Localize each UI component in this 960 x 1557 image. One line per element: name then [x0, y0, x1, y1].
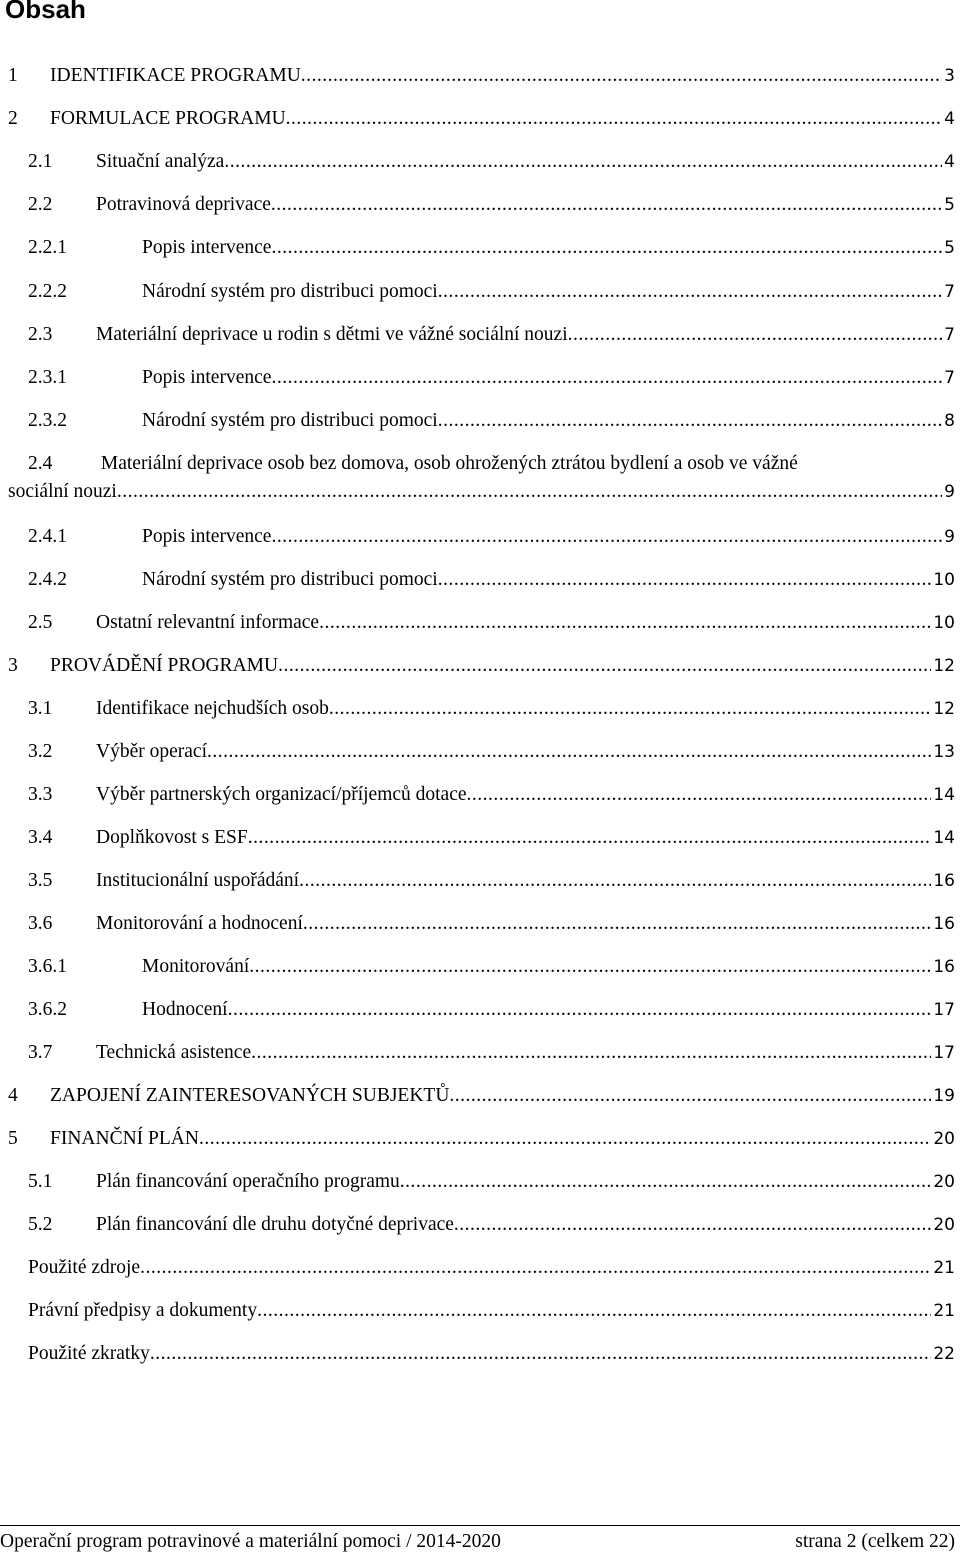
- toc-entry-label: Plán financování operačního programu: [96, 1171, 400, 1192]
- toc-entry[interactable]: [8, 62, 955, 90]
- toc-leader-dots: [568, 321, 943, 349]
- toc-entry-label: Doplňkovost s ESF: [96, 827, 248, 848]
- toc-leader-dots: [117, 478, 942, 506]
- toc-entry-page: 20: [933, 1215, 955, 1235]
- toc-entry[interactable]: [8, 781, 955, 809]
- toc-entry-number: 2.2.2: [28, 281, 67, 302]
- toc-leader-dots: [249, 953, 931, 981]
- toc-entry-label: Právní předpisy a dokumenty: [28, 1300, 258, 1321]
- toc-entry-page: 16: [933, 957, 955, 977]
- toc-entry-label: Popis intervence: [142, 367, 272, 388]
- toc-entry-page: 4: [944, 152, 955, 172]
- toc-entry[interactable]: [8, 1168, 955, 1196]
- toc-leader-dots: [207, 738, 931, 766]
- toc-entry[interactable]: [8, 364, 955, 392]
- toc-entry-page: 14: [933, 785, 955, 805]
- toc-entry[interactable]: [8, 191, 955, 219]
- toc-entry-label: Monitorování a hodnocení: [96, 913, 303, 934]
- toc-entry-label: Hodnocení: [142, 999, 228, 1020]
- toc-entry-label: PROVÁDĚNÍ PROGRAMU: [50, 655, 279, 676]
- toc-leader-dots: [199, 1125, 931, 1153]
- toc-entry-number: 5.1: [28, 1171, 53, 1192]
- toc-entry-page: 22: [933, 1344, 955, 1364]
- toc-entry-page: 16: [933, 914, 955, 934]
- toc-entry[interactable]: [8, 523, 955, 551]
- toc-leader-dots: [467, 781, 932, 809]
- toc-entry-page: 5: [944, 238, 955, 258]
- toc-leader-dots: [438, 278, 942, 306]
- toc-entry-page: 20: [933, 1129, 955, 1149]
- toc-entry-page: 17: [933, 1043, 955, 1063]
- toc-entry-page: 19: [933, 1086, 955, 1106]
- toc-entry[interactable]: [8, 1254, 955, 1282]
- toc-leader-dots: [271, 191, 942, 219]
- toc-entry-page: 13: [933, 742, 955, 762]
- toc-entry-page: 21: [933, 1301, 955, 1321]
- toc-entry-number: 5: [8, 1128, 18, 1149]
- toc-entry-number: 1: [8, 65, 18, 86]
- toc-leader-dots: [319, 609, 931, 637]
- toc-leader-dots: [251, 1039, 931, 1067]
- toc-entry-number: 2.3.1: [28, 367, 67, 388]
- toc-entry-number: 3.7: [28, 1042, 53, 1063]
- toc-entry[interactable]: [8, 278, 955, 306]
- toc-entry-number: 3.6: [28, 913, 53, 934]
- toc-leader-dots: [303, 910, 931, 938]
- toc-leader-dots: [224, 148, 942, 176]
- toc-entry[interactable]: [8, 148, 955, 176]
- toc-entry[interactable]: [8, 609, 955, 637]
- toc-entry-label: FINANČNÍ PLÁN: [50, 1128, 199, 1149]
- toc-entry-label: FORMULACE PROGRAMU: [50, 108, 286, 129]
- toc-entry-label: Použité zdroje: [28, 1257, 141, 1278]
- toc-entry-number: 3.5: [28, 870, 53, 891]
- page-footer: [0, 1528, 955, 1556]
- toc-entry-label: Národní systém pro distribuci pomoci: [142, 281, 438, 302]
- toc-leader-dots: [400, 1168, 932, 1196]
- toc-entry-page: 17: [933, 1000, 955, 1020]
- toc-entry-number: 2.4.1: [28, 526, 67, 547]
- toc-entry-page: 7: [944, 325, 955, 345]
- toc-entry-number: 3.2: [28, 741, 53, 762]
- toc-leader-dots: [228, 996, 932, 1024]
- toc-entry-label: Institucionální uspořádání: [96, 870, 300, 891]
- toc-entry-label: Výběr operací: [96, 741, 207, 762]
- toc-entry-label: Situační analýza: [96, 151, 225, 172]
- toc-entry-number: 4: [8, 1085, 18, 1106]
- toc-entry[interactable]: [8, 1211, 955, 1239]
- toc-heading: Obsah: [5, 0, 86, 24]
- toc-entry-page: 7: [944, 282, 955, 302]
- toc-entry-number: 2: [8, 108, 18, 129]
- toc-entry-label: Popis intervence: [142, 237, 272, 258]
- toc-entry-number: 2.5: [28, 612, 53, 633]
- toc-entry[interactable]: [8, 1297, 955, 1325]
- toc-entry-number: 3.6.1: [28, 956, 67, 977]
- toc-entry[interactable]: [8, 1082, 955, 1110]
- toc-entry-page: 3: [944, 66, 955, 86]
- toc-entry[interactable]: [8, 566, 955, 594]
- toc-entry-number: 3.6.2: [28, 999, 67, 1020]
- toc-entry[interactable]: [8, 1039, 955, 1067]
- toc-entry-number: 3.1: [28, 698, 53, 719]
- toc-entry-label: Materiální deprivace u rodin s dětmi ve vážné sociální nouzi: [96, 324, 568, 345]
- toc-entry[interactable]: [8, 652, 955, 680]
- toc-entry-label: Národní systém pro distribuci pomoci: [142, 569, 438, 590]
- toc-leader-dots: [438, 566, 932, 594]
- toc-entry-number: 2.4.2: [28, 569, 67, 590]
- toc-entry-number: 2.3: [28, 324, 53, 345]
- toc-entry[interactable]: [8, 234, 955, 262]
- toc-entry-number: 5.2: [28, 1214, 53, 1235]
- toc-entry-label: Plán financování dle druhu dotyčné deprivace: [96, 1214, 454, 1235]
- toc-leader-dots: [454, 1211, 931, 1239]
- toc-leader-dots: [271, 234, 942, 262]
- toc-leader-dots: [286, 105, 943, 133]
- toc-entry-number: 2.2: [28, 194, 53, 215]
- toc-entry-page: 20: [933, 1172, 955, 1192]
- toc-entry-page: 12: [933, 699, 955, 719]
- toc-leader-dots: [248, 824, 932, 852]
- toc-entry-page: 5: [944, 195, 955, 215]
- toc-entry-label: Výběr partnerských organizací/příjemců dotace: [96, 784, 467, 805]
- toc-entry-label: Materiální deprivace osob bez domova, osob ohrožených ztrátou bydlení a osob ve vážné: [100, 453, 798, 474]
- toc-entry-label: Technická asistence: [96, 1042, 252, 1063]
- toc-entry[interactable]: [8, 910, 955, 938]
- toc-entry-page: 10: [933, 570, 955, 590]
- toc-entry-label: Ostatní relevantní informace: [96, 612, 320, 633]
- toc-entry-page: 10: [933, 613, 955, 633]
- toc-entry-label: IDENTIFIKACE PROGRAMU: [50, 65, 301, 86]
- toc-leader-dots: [278, 652, 931, 680]
- toc-entry-page: 21: [933, 1258, 955, 1278]
- toc-entry-page: 14: [933, 828, 955, 848]
- toc-entry-page: 7: [944, 368, 955, 388]
- toc-leader-dots: [150, 1340, 932, 1368]
- toc-entry[interactable]: [8, 407, 955, 435]
- toc-entry[interactable]: [8, 738, 955, 766]
- toc-entry[interactable]: [8, 450, 955, 506]
- toc-entry-number: 3: [8, 655, 18, 676]
- toc-entry[interactable]: [8, 695, 955, 723]
- toc-entry-page: 4: [944, 109, 955, 129]
- toc-entry-page: 16: [933, 871, 955, 891]
- toc-entry[interactable]: [8, 953, 955, 981]
- toc-entry-label-continued: sociální nouzi: [8, 481, 117, 502]
- toc-entry-page: 12: [933, 656, 955, 676]
- toc-entry-number: 3.4: [28, 827, 53, 848]
- toc-entry-number: 3.3: [28, 784, 53, 805]
- toc-leader-dots: [301, 62, 942, 90]
- footer-document-title: Operační program potravinové a materiální pomoci / 2014-2020: [0, 1531, 501, 1552]
- footer-divider: [0, 1525, 960, 1526]
- toc-entry-page: 8: [944, 411, 955, 431]
- toc-leader-dots: [449, 1082, 931, 1110]
- toc-entry[interactable]: [8, 996, 955, 1024]
- toc-entry[interactable]: [8, 1125, 955, 1153]
- toc-entry-page: 9: [944, 482, 955, 502]
- toc-entry[interactable]: [8, 867, 955, 895]
- toc-entry-label: ZAPOJENÍ ZAINTERESOVANÝCH SUBJEKTŮ: [50, 1085, 450, 1106]
- toc-leader-dots: [271, 364, 942, 392]
- toc-leader-dots: [140, 1254, 931, 1282]
- toc-entry-label: Popis intervence: [142, 526, 272, 547]
- toc-entry-label: Monitorování: [142, 956, 250, 977]
- footer-page-counter: strana 2 (celkem 22): [795, 1531, 955, 1552]
- toc-entry-label: Použité zkratky: [28, 1343, 150, 1364]
- toc-entry-number: 2.1: [28, 151, 53, 172]
- toc-entry-label: Identifikace nejchudších osob: [96, 698, 329, 719]
- toc-entry[interactable]: [8, 1340, 955, 1368]
- toc-leader-dots: [299, 867, 931, 895]
- toc-entry[interactable]: [8, 321, 955, 349]
- toc-leader-dots: [329, 695, 932, 723]
- toc-entry-number: 2.2.1: [28, 237, 67, 258]
- toc-leader-dots: [257, 1297, 931, 1325]
- toc-entry-number: 2.4: [28, 453, 53, 474]
- toc-entry-label: Národní systém pro distribuci pomoci: [142, 410, 438, 431]
- toc-leader-dots: [438, 407, 942, 435]
- toc-entry-label: Potravinová deprivace: [96, 194, 271, 215]
- toc-entry-page: 9: [944, 527, 955, 547]
- toc-leader-dots: [271, 523, 942, 551]
- toc-entry[interactable]: [8, 824, 955, 852]
- toc-entry[interactable]: [8, 105, 955, 133]
- toc-entry-number: 2.3.2: [28, 410, 67, 431]
